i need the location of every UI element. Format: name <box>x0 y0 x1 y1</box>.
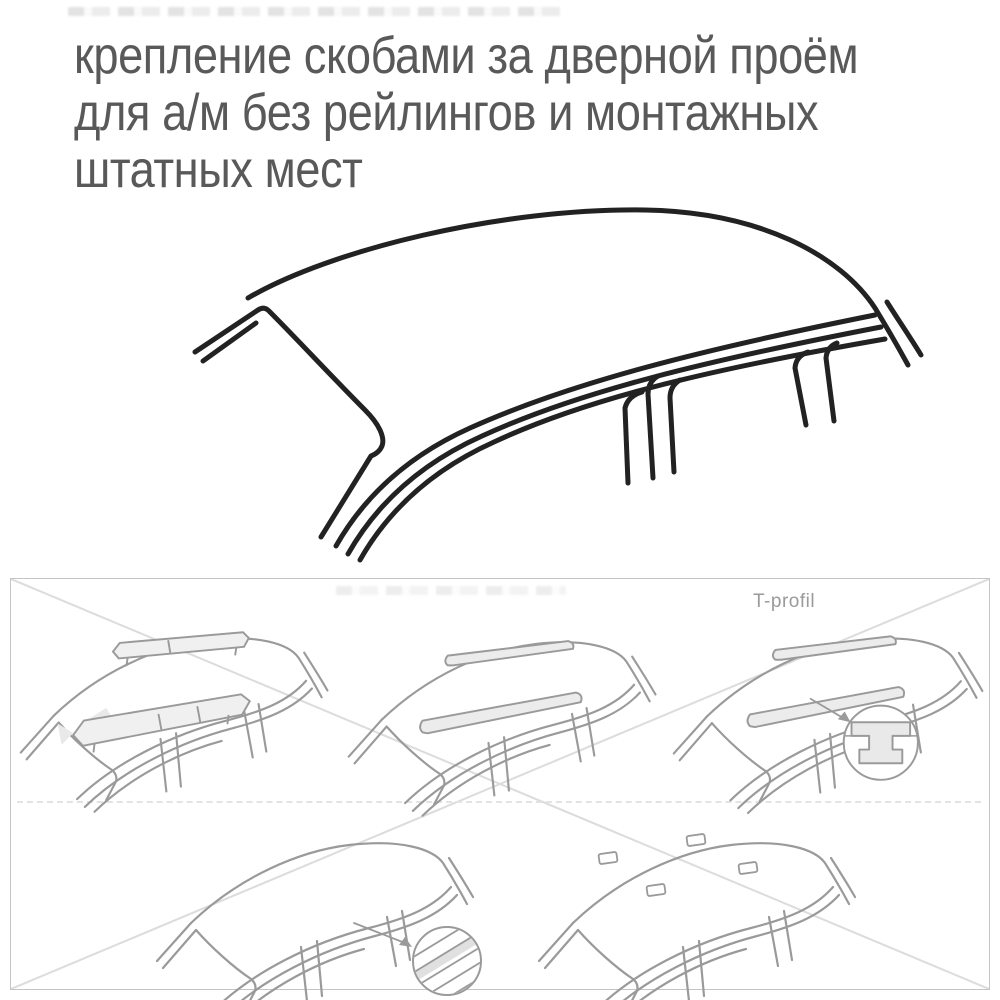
title-line-3: штатных мест <box>74 141 363 199</box>
title-line-2: для а/м без рейлингов и монтажных <box>74 84 819 142</box>
mount-types-panel <box>10 578 990 990</box>
illustration-doorframe-clamp <box>149 811 494 1000</box>
illustration-fixed-points <box>531 811 879 1000</box>
illustration-t-profile-track <box>666 607 998 822</box>
illustration-flush-rails <box>341 611 671 825</box>
watermark-text-panel <box>336 586 566 595</box>
t-profil-label: T-profil <box>753 591 816 612</box>
title-line-1: крепление скобами за дверной проём <box>74 27 859 85</box>
main-car-roof-drawing <box>140 190 960 590</box>
watermark-text-top <box>68 7 563 16</box>
page-title <box>74 28 909 199</box>
illustration-raised-roof-rails <box>13 607 343 821</box>
